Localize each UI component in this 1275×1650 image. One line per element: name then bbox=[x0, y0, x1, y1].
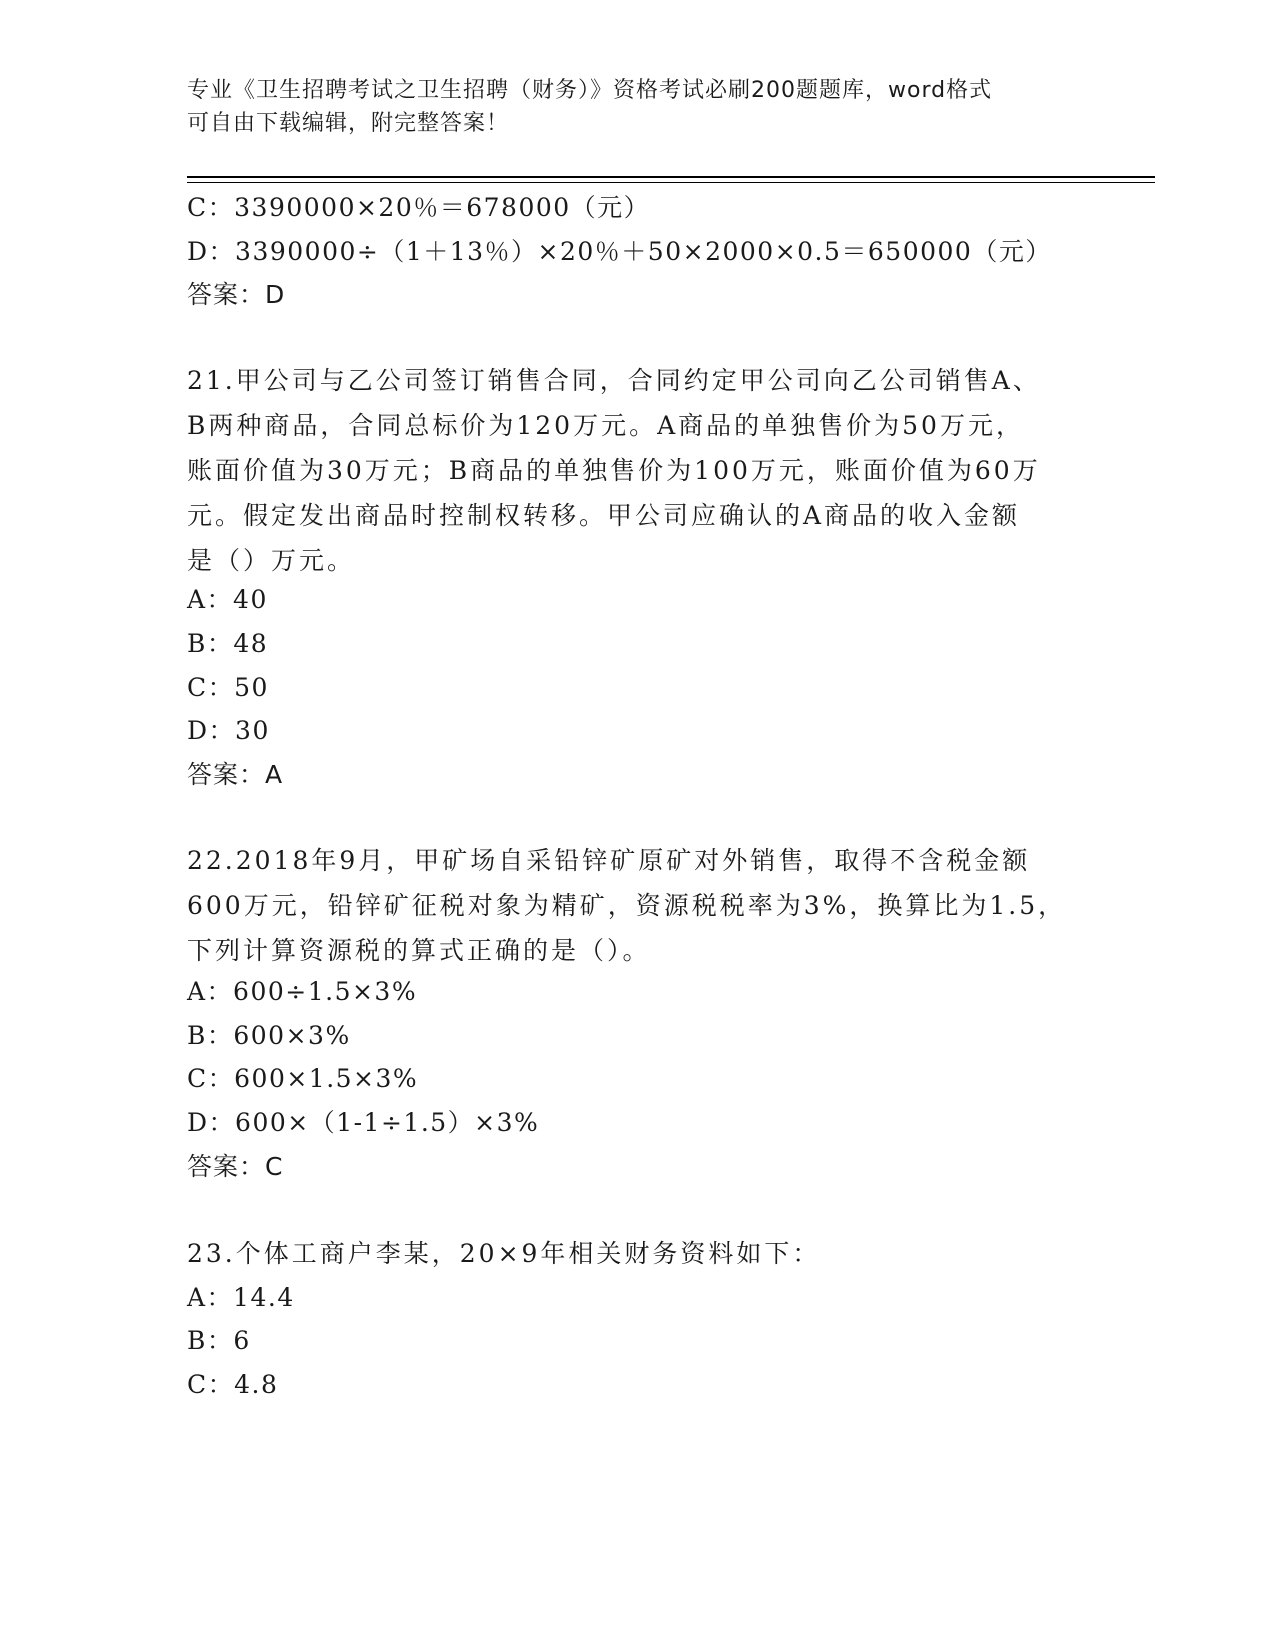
q21-stem-line: 元。假定发出商品时控制权转移。甲公司应确认的A商品的收入金额 bbox=[187, 501, 1021, 530]
header-title-line-2: 可自由下载编辑，附完整答案！ bbox=[187, 111, 510, 136]
q22-answer: 答案：C bbox=[187, 1152, 284, 1181]
q21-stem-line: 是（）万元。 bbox=[187, 546, 356, 575]
q23-stem: 23.个体工商户李某，20×9年相关财务资料如下： bbox=[187, 1239, 821, 1268]
header-divider-thick bbox=[187, 176, 1155, 178]
q21-option-b: B：48 bbox=[187, 629, 269, 658]
prev-option-c: C：3390000×20％＝678000（元） bbox=[187, 193, 651, 222]
q22-option-b: B：600×3% bbox=[187, 1021, 351, 1050]
header-title-line-1: 专业《卫生招聘考试之卫生招聘（财务）》资格考试必刷200题题库，word格式 bbox=[187, 78, 993, 103]
q21-stem-line: B两种商品，合同总标价为120万元。A商品的单独售价为50万元， bbox=[187, 411, 1024, 440]
q21-stem-line: 账面价值为30万元；B商品的单独售价为100万元，账面价值为60万 bbox=[187, 456, 1041, 485]
prev-option-d: D：3390000÷（1＋13％）×20％＋50×2000×0.5＝650000（元） bbox=[187, 237, 1052, 266]
q21-stem bbox=[187, 358, 1087, 583]
q22-stem-line: 下列计算资源税的算式正确的是（）。 bbox=[187, 936, 651, 965]
q21-option-d: D：30 bbox=[187, 716, 270, 745]
q22-stem-line: 600万元，铅锌矿征税对象为精矿，资源税税率为3%，换算比为1.5， bbox=[187, 891, 1067, 920]
q21-answer: 答案：A bbox=[187, 760, 284, 789]
q21-option-c: C：50 bbox=[187, 673, 269, 702]
q22-option-c: C：600×1.5×3% bbox=[187, 1064, 419, 1093]
q21-stem-line: 21.甲公司与乙公司签订销售合同，合同约定甲公司向乙公司销售A、 bbox=[187, 366, 1041, 395]
prev-answer: 答案：D bbox=[187, 280, 286, 309]
q23-option-a: A：14.4 bbox=[187, 1283, 295, 1312]
q22-option-a: A：600÷1.5×3% bbox=[187, 977, 418, 1006]
q23-option-c: C：4.8 bbox=[187, 1370, 279, 1399]
q21-option-a: A：40 bbox=[187, 585, 268, 614]
q22-option-d: D：600×（1-1÷1.5）×3% bbox=[187, 1108, 540, 1137]
q23-option-b: B：6 bbox=[187, 1326, 251, 1355]
q22-stem-line: 22.2018年9月，甲矿场自采铅锌矿原矿对外销售，取得不含税金额 bbox=[187, 846, 1031, 875]
q22-stem bbox=[187, 838, 1087, 973]
header-divider-thin bbox=[187, 182, 1155, 183]
document-header bbox=[187, 74, 1087, 140]
